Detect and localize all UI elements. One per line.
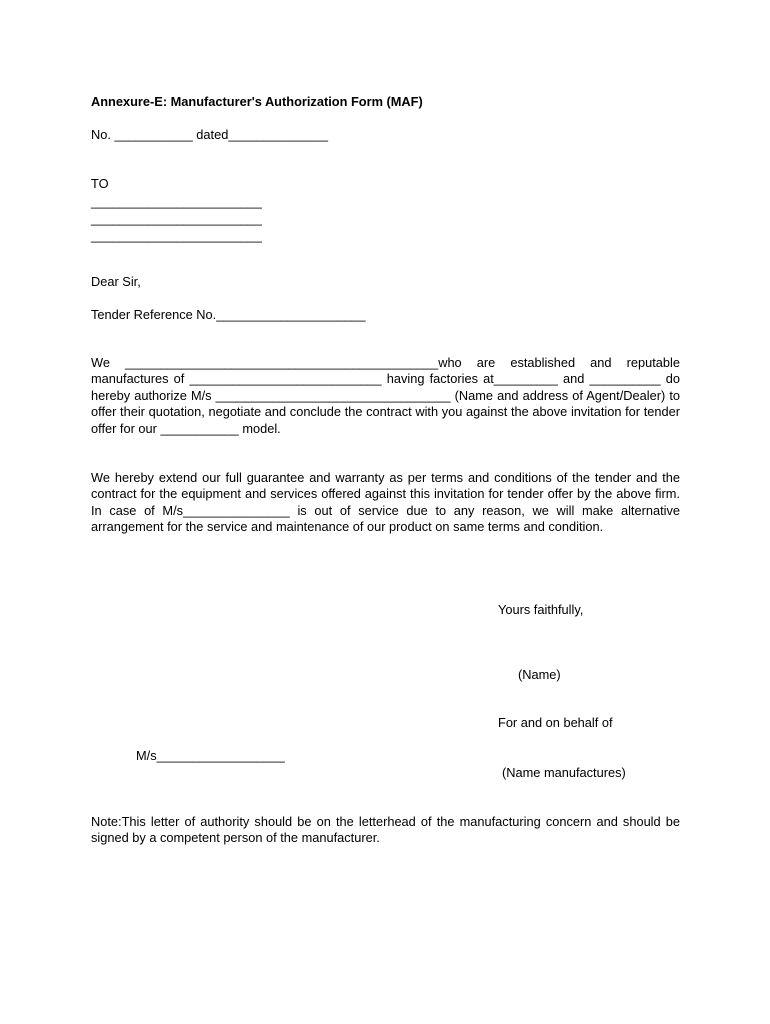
guarantee-paragraph: We hereby extend our full guarantee and warranty as per terms and conditions of the tender and the contract for the equipment and services offered against this invitation for tender offer by the above firm. In case of M/s_______________ is out of service due to any reason, we will make alternative arrangement for the service and maintenance of our product on same terms and condition.: [91, 470, 680, 535]
address-line: ________________________: [91, 228, 262, 243]
tender-reference: Tender Reference No._____________________: [91, 307, 366, 322]
form-title: Annexure-E: Manufacturer's Authorization Form (MAF): [91, 94, 423, 109]
address-line: ________________________: [91, 211, 262, 226]
behalf-line: For and on behalf of: [498, 715, 613, 730]
authorization-paragraph: We ____________________________________________who are established and reputable manufactures of ___________________________ having factories at_________ and __________ do hereby authorize M/s _________________________________ (Name and address of Agent/Dealer) to offer their quotation, negotiate and conclude the contract with you against the above invitation for tender offer for our ___________ model.: [91, 355, 680, 436]
name-placeholder: (Name): [518, 667, 561, 682]
to-label: TO: [91, 176, 109, 191]
number-date-line: No. ___________ dated______________: [91, 127, 328, 142]
note: Note:This letter of authority should be on the letterhead of the manufacturing concern and should be signed by a competent person of the manufacturer.: [91, 814, 680, 846]
name-manufactures: (Name manufactures): [502, 765, 626, 780]
address-line: ________________________: [91, 194, 262, 209]
ms-signature-line: M/s__________________: [136, 748, 285, 763]
salutation: Dear Sir,: [91, 274, 141, 289]
closing: Yours faithfully,: [498, 602, 584, 617]
